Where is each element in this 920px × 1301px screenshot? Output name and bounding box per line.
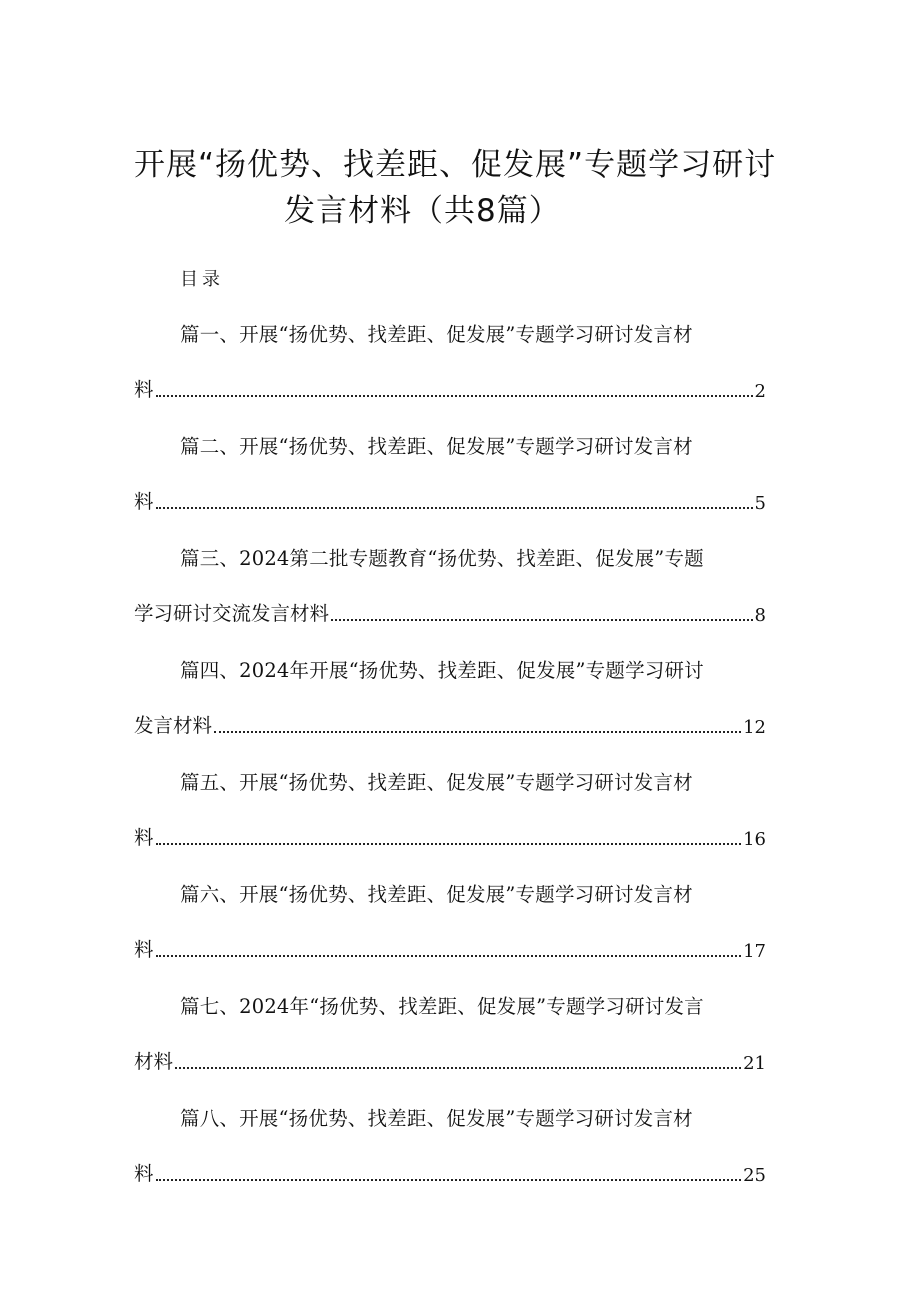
toc-page-number: 16 — [743, 829, 766, 850]
toc-entry-title-continued: 材料 — [134, 1050, 174, 1073]
toc-entry-line-2 — [134, 598, 766, 626]
toc-entry-title: 篇二、开展“扬优势、找差距、促发展”专题学习研讨发言材 — [180, 435, 693, 458]
toc-page-number: 25 — [743, 1165, 766, 1186]
toc-page-number: 17 — [743, 941, 766, 962]
toc-entry-title-continued: 料 — [134, 490, 154, 513]
toc-entry-title-continued: 料 — [134, 826, 154, 849]
toc-entry-title: 篇八、开展“扬优势、找差距、促发展”专题学习研讨发言材 — [180, 1107, 693, 1130]
dot-leader — [331, 619, 753, 621]
toc-entry-title: 篇六、开展“扬优势、找差距、促发展”专题学习研讨发言材 — [180, 883, 693, 906]
toc-entry-title-continued: 料 — [134, 1162, 154, 1185]
toc-entry-title-continued: 学习研讨交流发言材料 — [134, 602, 330, 625]
toc-page-number: 2 — [754, 381, 766, 402]
toc-entry-line-2 — [134, 486, 766, 514]
toc-entry-line-2 — [134, 374, 766, 402]
toc-entry-title: 篇一、开展“扬优势、找差距、促发展”专题学习研讨发言材 — [180, 323, 693, 346]
dot-leader — [156, 955, 742, 957]
toc-page-number: 12 — [743, 717, 766, 738]
document-title-line-1: 开展“扬优势、找差距、促发展”专题学习研讨 — [134, 147, 777, 183]
toc-page-number: 5 — [754, 493, 766, 514]
dot-leader — [156, 395, 753, 397]
dot-leader — [214, 731, 741, 733]
toc-entry-line-2 — [134, 1158, 766, 1186]
toc-page-number: 21 — [743, 1053, 766, 1074]
dot-leader — [156, 507, 753, 509]
toc-entry-title-continued: 料 — [134, 938, 154, 961]
dot-leader — [156, 843, 742, 845]
toc-heading: 目录 — [180, 269, 224, 290]
document-title-line-2: 发言材料（共8篇） — [284, 193, 561, 229]
toc-entry-title: 篇三、2024第二批专题教育“扬优势、找差距、促发展”专题 — [180, 547, 704, 570]
dot-leader — [175, 1067, 741, 1069]
dot-leader — [156, 1179, 742, 1181]
toc-page-number: 8 — [754, 605, 766, 626]
toc-entry-line-2 — [134, 710, 766, 738]
toc-entry-title: 篇四、2024年开展“扬优势、找差距、促发展”专题学习研讨 — [180, 659, 704, 682]
toc-entry-line-2 — [134, 934, 766, 962]
toc-entry-line-2 — [134, 1046, 766, 1074]
toc-entry-title: 篇五、开展“扬优势、找差距、促发展”专题学习研讨发言材 — [180, 771, 693, 794]
toc-entry-line-2 — [134, 822, 766, 850]
toc-entry-title-continued: 料 — [134, 378, 154, 401]
toc-entry-title: 篇七、2024年“扬优势、找差距、促发展”专题学习研讨发言 — [180, 995, 704, 1018]
toc-entry-title-continued: 发言材料 — [134, 714, 213, 737]
